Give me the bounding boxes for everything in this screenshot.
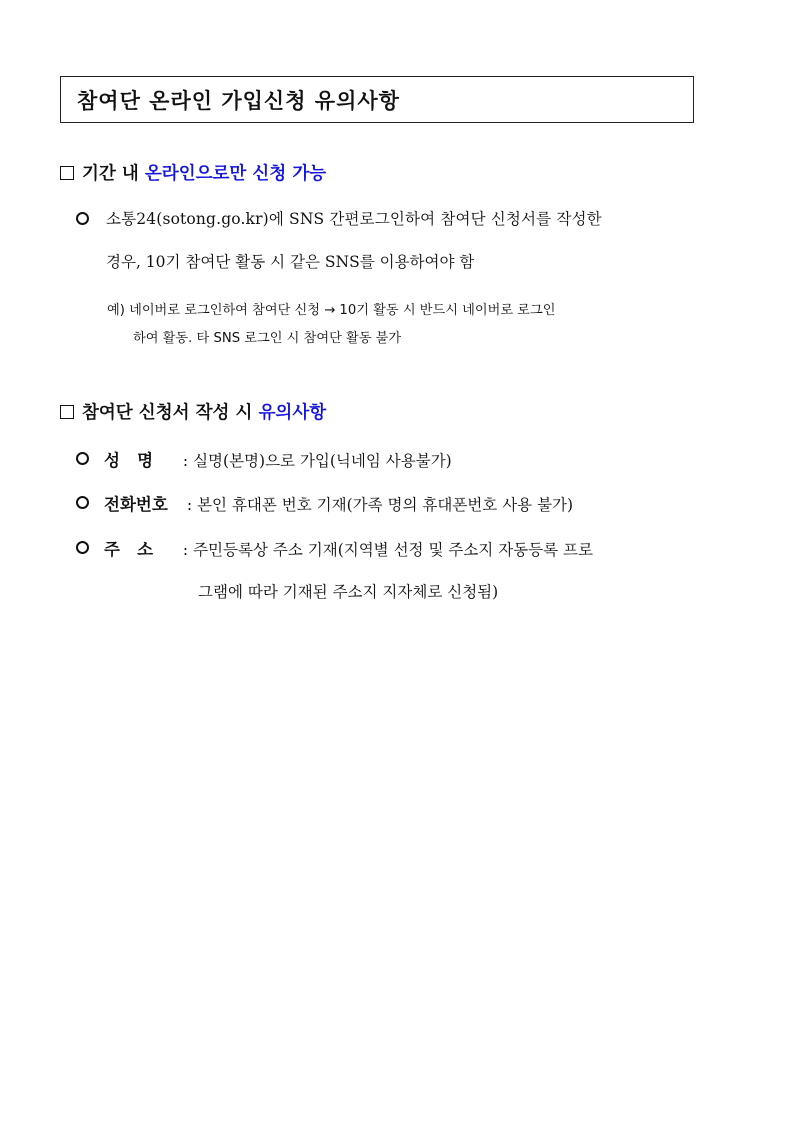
name-label: 성 명 <box>104 451 154 470</box>
address-sep: : <box>178 541 194 559</box>
section2-heading-highlight: 유의사항 <box>258 403 327 423</box>
circle-bullet-icon <box>76 541 89 554</box>
address-text: 주민등록상 주소 기재(지역별 선정 및 주소지 자동등록 프로 <box>193 541 593 559</box>
checkbox-square-icon <box>60 405 74 419</box>
address-item <box>104 536 593 560</box>
section1-heading <box>60 160 326 185</box>
phone-sep: : <box>182 496 198 514</box>
phone-label: 전화번호 <box>104 495 168 514</box>
example-note-line2: 하여 활동. 타 SNS 로그인 시 참여단 활동 불가 <box>133 331 402 346</box>
circle-bullet-icon <box>76 212 89 225</box>
section1-bullet-line1: 소통24(sotong.go.kr)에 SNS 간편로그인하여 참여단 신청서를 작성한 <box>106 210 602 228</box>
phone-text: 본인 휴대폰 번호 기재(가족 명의 휴대폰번호 사용 불가) <box>197 496 574 514</box>
checkbox-square-icon <box>60 166 74 180</box>
name-item <box>104 447 452 471</box>
section1-heading-highlight: 온라인으로만 신청 가능 <box>144 164 327 184</box>
address-line2: 그램에 따라 기재된 주소지 지자체로 신청됨) <box>198 583 499 601</box>
name-text: 실명(본명)으로 가입(닉네임 사용불가) <box>193 452 452 470</box>
address-label: 주 소 <box>104 540 154 559</box>
name-sep: : <box>178 452 194 470</box>
phone-item <box>104 491 573 515</box>
example-note-line1: 예) 네이버로 로그인하여 참여단 신청 → 10기 활동 시 반드시 네이버로 로그인 <box>107 303 556 318</box>
section1-bullet-line2: 경우, 10기 참여단 활동 시 같은 SNS를 이용하여야 함 <box>106 253 475 271</box>
section2-heading-prefix: 참여단 신청서 작성 시 <box>82 403 259 423</box>
circle-bullet-icon <box>76 496 89 509</box>
page-title: 참여단 온라인 가입신청 유의사항 <box>77 89 400 113</box>
circle-bullet-icon <box>76 452 89 465</box>
title-box <box>60 76 694 123</box>
section2-heading <box>60 399 326 424</box>
section1-heading-prefix: 기간 내 <box>82 164 145 184</box>
